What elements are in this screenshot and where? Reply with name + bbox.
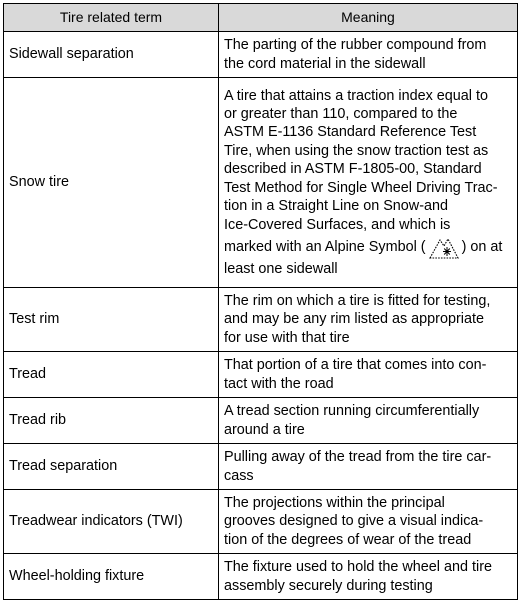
table-header-row xyxy=(4,4,518,32)
meaning-cell xyxy=(219,398,518,444)
term-cell: Snow tire xyxy=(4,78,219,288)
alpine-mountain-snowflake-icon xyxy=(427,234,461,260)
meaning-cell xyxy=(219,444,518,490)
term-cell: Wheel-holding fixture xyxy=(4,554,219,600)
meaning-line: grooves designed to give a visual indica- xyxy=(224,513,484,530)
meaning-line: ASTM E-1136 Standard Reference Test xyxy=(224,124,477,141)
meaning-line: The rim on which a tire is fitted for testing, xyxy=(224,292,491,309)
meaning-line: Pulling away of the tread from the tire car- xyxy=(224,449,492,466)
term-cell: Tread separation xyxy=(4,444,219,490)
meaning-line: Ice-Covered Surfaces, and which is xyxy=(224,216,451,233)
meaning-line: Test Method for Single Wheel Driving Trac- xyxy=(224,179,498,196)
term-cell: Test rim xyxy=(4,288,219,352)
meaning-line: A tire that attains a traction index equal to xyxy=(224,87,488,104)
meaning-text: marked with an Alpine Symbol ( xyxy=(224,238,426,255)
table-row xyxy=(4,32,518,78)
term-cell: Sidewall separation xyxy=(4,32,219,78)
term-cell: Treadwear indicators (TWI) xyxy=(4,490,219,554)
meaning-line: or greater than 110, compared to the xyxy=(224,106,458,123)
meaning-cell xyxy=(219,32,518,78)
meaning-cell xyxy=(219,78,518,288)
table-row xyxy=(4,398,518,444)
meaning-cell xyxy=(219,554,518,600)
meaning-line: The fixture used to hold the wheel and tire xyxy=(224,559,492,576)
meaning-line: A tread section running circumferentially xyxy=(224,403,480,420)
meaning-line: described in ASTM F-1805-00, Standard xyxy=(224,161,482,178)
meaning-text: ) on at xyxy=(461,238,503,255)
meaning-line: tion in a Straight Line on Snow-and xyxy=(224,198,449,215)
meaning-line: tion of the degrees of wear of the tread xyxy=(224,531,472,548)
table-row xyxy=(4,352,518,398)
meaning-line: around a tire xyxy=(224,421,305,438)
header-term: Tire related term xyxy=(4,4,219,32)
meaning-line: cass xyxy=(224,467,254,484)
meaning-line: assembly securely during testing xyxy=(224,577,433,594)
meaning-line: That portion of a tire that comes into con- xyxy=(224,357,487,374)
meaning-line: The parting of the rubber compound from xyxy=(224,37,487,54)
meaning-line: The projections within the principal xyxy=(224,494,445,511)
meaning-line: tact with the road xyxy=(224,375,334,392)
header-meaning: Meaning xyxy=(219,4,518,32)
tire-terms-table xyxy=(3,3,518,600)
meaning-line: and may be any rim listed as appropriate xyxy=(224,311,484,328)
table-row xyxy=(4,554,518,600)
meaning-line-with-symbol xyxy=(224,239,502,255)
meaning-cell xyxy=(219,288,518,352)
meaning-line: Tire, when using the snow traction test as xyxy=(224,142,489,159)
table-row xyxy=(4,444,518,490)
term-cell: Tread xyxy=(4,352,219,398)
table-row xyxy=(4,490,518,554)
meaning-cell xyxy=(219,352,518,398)
meaning-cell xyxy=(219,490,518,554)
table-row xyxy=(4,78,518,288)
term-cell: Tread rib xyxy=(4,398,219,444)
table-row xyxy=(4,288,518,352)
meaning-line: for use with that tire xyxy=(224,329,350,346)
meaning-line: the cord material in the sidewall xyxy=(224,55,426,72)
meaning-line: least one sidewall xyxy=(224,260,338,277)
